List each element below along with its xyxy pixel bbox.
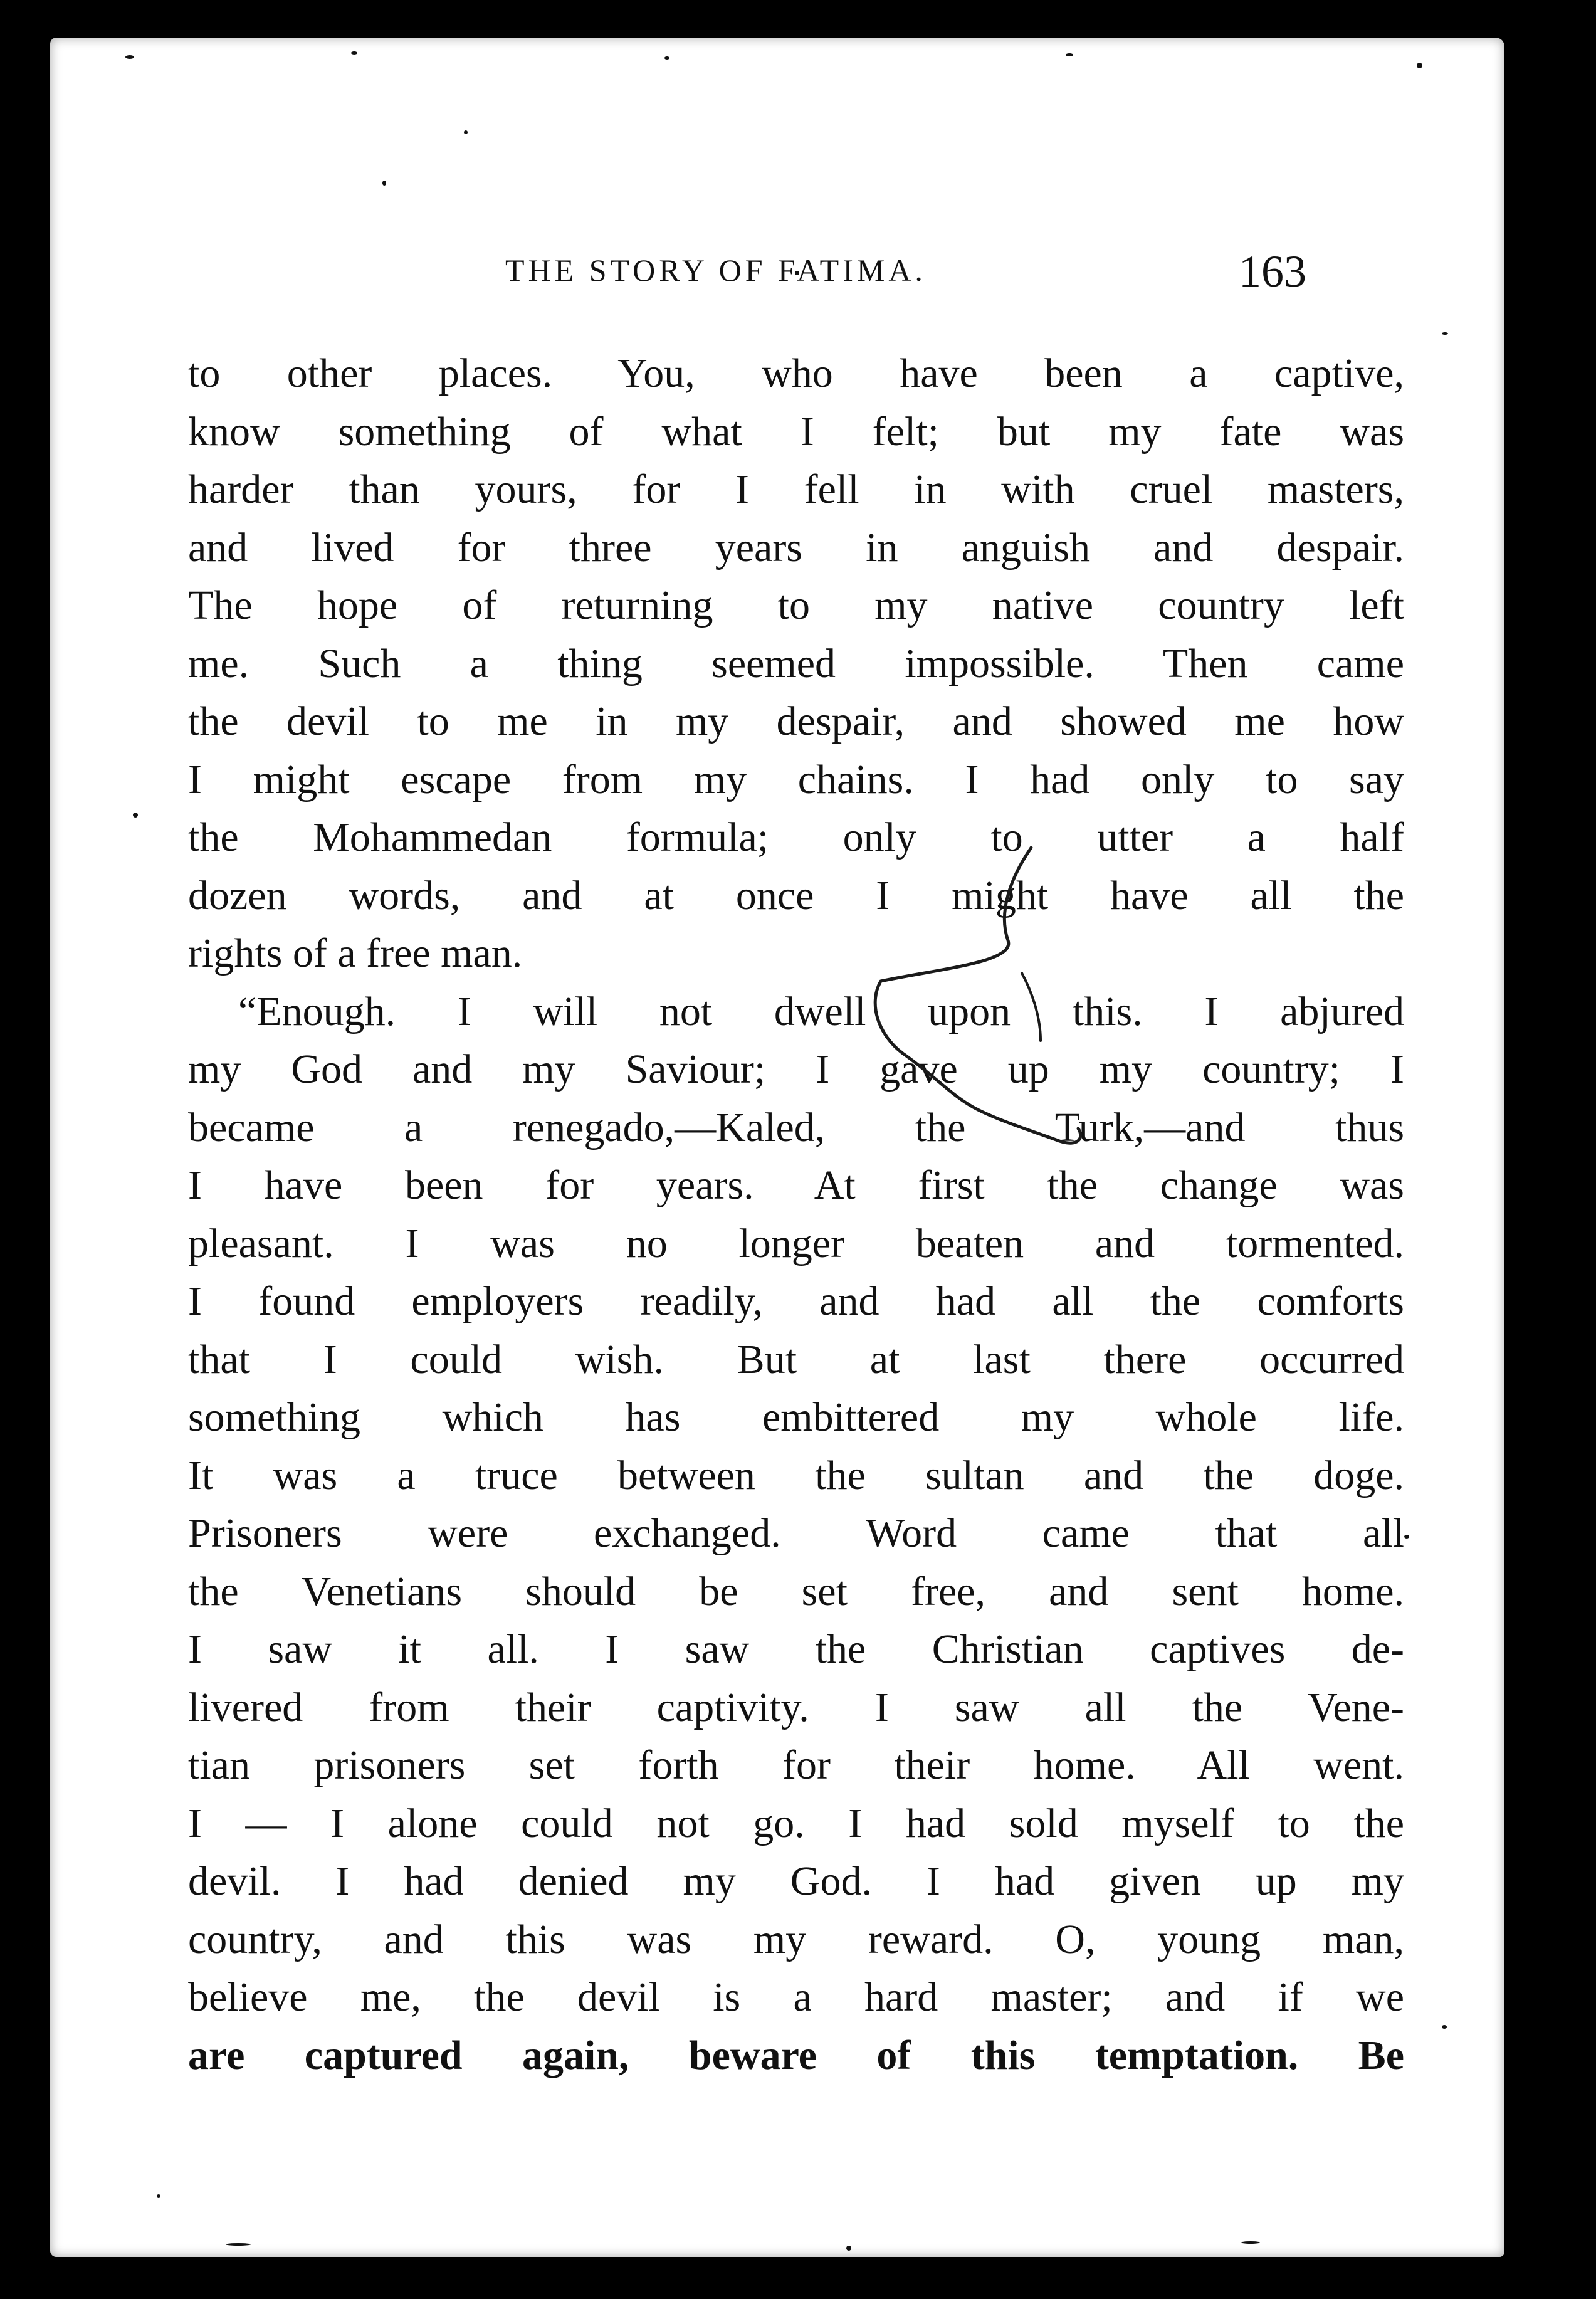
- text-line: the Mohammedan formula; only to utter a half: [188, 814, 1404, 860]
- text-line: the Venetians should be set free, and sent home.: [188, 1568, 1404, 1614]
- speckle-mark: [1442, 332, 1448, 335]
- speckle-mark: [133, 813, 138, 818]
- text-line: I — I alone could not go. I had sold myself to the: [188, 1800, 1404, 1846]
- speckle-mark: [846, 2246, 851, 2251]
- text-line: devil. I had denied my God. I had given up my: [188, 1858, 1404, 1904]
- text-line: tian prisoners set forth for their home. All went.: [188, 1742, 1404, 1788]
- text-line: dozen words, and at once I might have all the: [188, 872, 1404, 918]
- text-line: became a renegado,—Kaled, the Turk,—and thus: [188, 1104, 1404, 1150]
- text-line: me. Such a thing seemed impossible. Then came: [188, 640, 1404, 687]
- running-header: [50, 246, 1504, 296]
- text-line: “Enough. I will not dwell upon this. I abjured: [238, 988, 1404, 1034]
- running-title: THE STORY OF FATIMA.: [505, 253, 927, 288]
- text-line: I might escape from my chains. I had only to say: [188, 756, 1404, 802]
- text-line: country, and this was my reward. O, young man,: [188, 1916, 1404, 1962]
- text-line: are captured again, beware of this temptation. Be: [188, 2032, 1404, 2078]
- text-line: I have been for years. At first the change was: [188, 1162, 1404, 1208]
- body-text: [188, 345, 1404, 2085]
- text-line: Prisoners were exchanged. Word came that all: [188, 1510, 1404, 1556]
- speckle-mark: [1442, 2025, 1447, 2029]
- text-line: pleasant. I was no longer beaten and tormented.: [188, 1220, 1404, 1266]
- text-line: know something of what I felt; but my fate was: [188, 408, 1404, 455]
- text-line: something which has embittered my whole life.: [188, 1394, 1404, 1440]
- text-line: to other places. You, who have been a captive,: [188, 350, 1404, 396]
- book-page: [50, 38, 1504, 2257]
- speckle-mark: [1404, 1535, 1409, 1539]
- text-line: The hope of returning to my native country left: [188, 582, 1404, 628]
- speckle-mark: [226, 2243, 251, 2246]
- text-line: believe me, the devil is a hard master; and if we: [188, 1974, 1404, 2020]
- speckle-mark: [157, 2194, 160, 2198]
- speckle-mark: [1241, 2241, 1260, 2244]
- text-line: my God and my Saviour; I gave up my country; I: [188, 1046, 1404, 1092]
- speckle-mark: [1417, 63, 1422, 68]
- text-line: harder than yours, for I fell in with cruel masters,: [188, 466, 1404, 512]
- text-line: I saw it all. I saw the Christian captives de-: [188, 1626, 1404, 1672]
- speckle-mark: [351, 51, 357, 55]
- speckle-mark: [1066, 53, 1073, 56]
- speckle-mark: [382, 181, 386, 186]
- text-line: the devil to me in my despair, and showed me how: [188, 698, 1404, 744]
- speckle-mark: [125, 55, 134, 59]
- text-line: livered from their captivity. I saw all the Vene-: [188, 1684, 1404, 1730]
- text-line: I found employers readily, and had all the comforts: [188, 1278, 1404, 1324]
- speckle-mark: [664, 56, 669, 60]
- speckle-mark: [464, 130, 468, 134]
- page-number: 163: [1239, 246, 1306, 297]
- text-line: It was a truce between the sultan and the doge.: [188, 1452, 1404, 1498]
- text-line: that I could wish. But at last there occurred: [188, 1336, 1404, 1382]
- text-line: and lived for three years in anguish and despair.: [188, 524, 1404, 571]
- text-line: rights of a free man.: [188, 930, 523, 976]
